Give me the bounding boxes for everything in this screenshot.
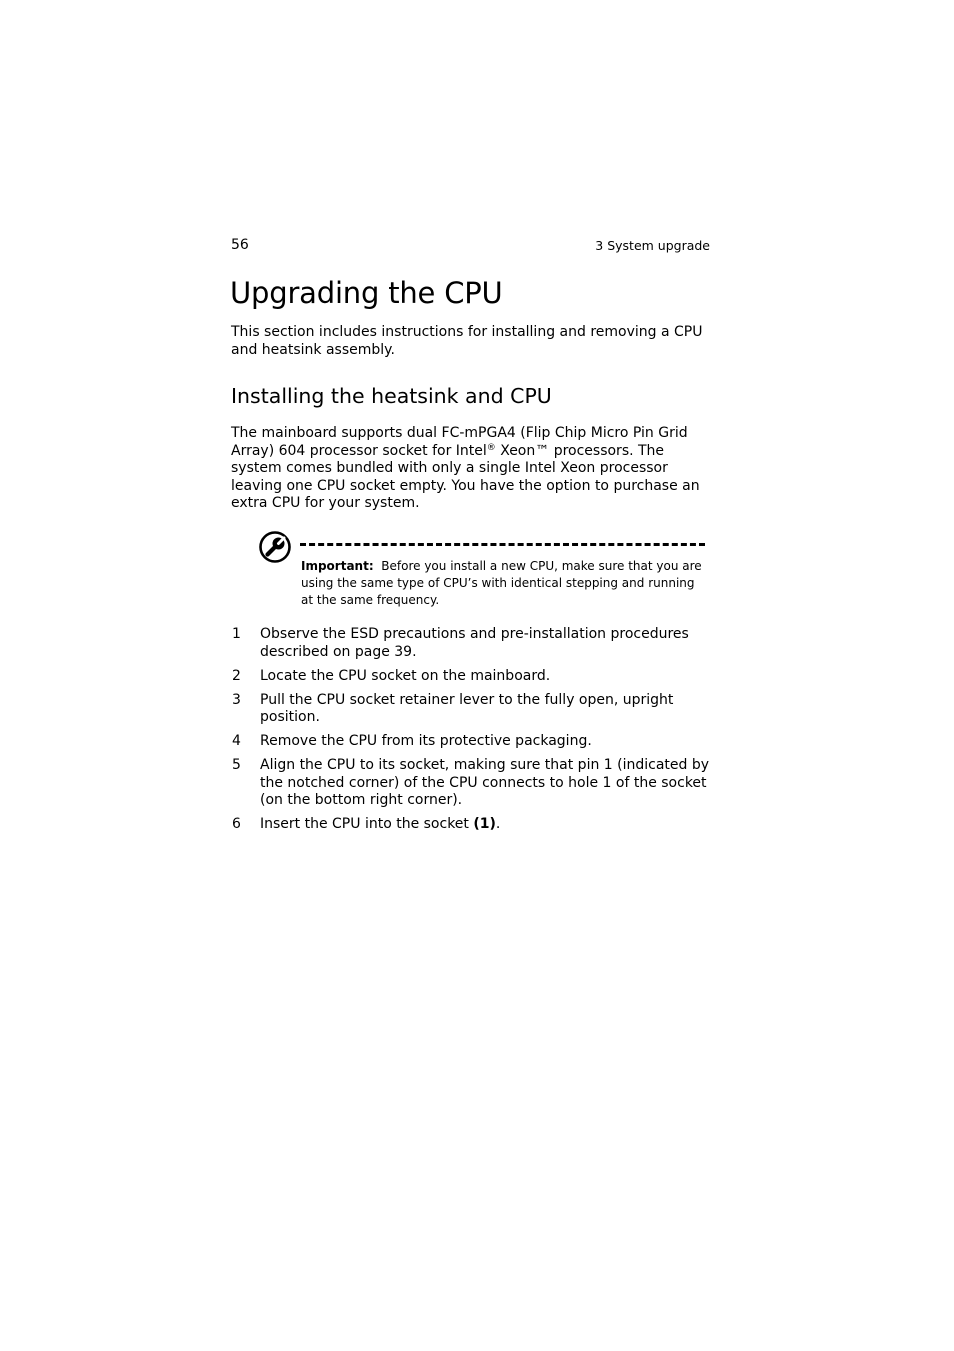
- step-number: 1: [232, 626, 241, 642]
- body-text-part-2: Xeon™ processors. The system comes bundled with only a single Intel Xeon processor leaving one CPU socket empty. You have the option to purchase an extra CPU for your system.: [231, 442, 700, 511]
- step-text: Remove the CPU from its protective packaging.: [260, 733, 592, 749]
- page-title: Upgrading the CPU: [230, 276, 503, 310]
- step-text: Observe the ESD precautions and pre-installation procedures described on page 39.: [260, 626, 689, 660]
- note-body: Before you install a new CPU, make sure that you are using the same type of CPU’s with identical stepping and running at the same frequency.: [301, 559, 702, 607]
- step-item: [231, 668, 711, 686]
- note-label: Important:: [301, 559, 374, 573]
- step-item: [231, 816, 711, 834]
- steps-list: [231, 626, 711, 840]
- step-text: Insert the CPU into the socket: [260, 816, 474, 832]
- step-callout: (1): [473, 816, 496, 832]
- body-text-part-1: The mainboard supports dual FC-mPGA4 (Flip Chip Micro Pin Grid Array) 604 processor socket for Intel: [231, 425, 688, 459]
- step-text: Align the CPU to its socket, making sure that pin 1 (indicated by the notched corner) of the CPU connects to hole 1 of the socket (on the bottom right corner).: [260, 757, 710, 808]
- note-divider: [300, 543, 705, 546]
- step-item: [231, 692, 711, 727]
- registered-mark: ®: [486, 442, 496, 453]
- wrench-icon: [259, 531, 291, 563]
- step-text: Pull the CPU socket retainer lever to the fully open, upright position.: [260, 691, 674, 725]
- step-item: [231, 626, 711, 661]
- step-number: 2: [232, 667, 241, 684]
- section-heading: Installing the heatsink and CPU: [231, 384, 552, 408]
- step-number: 6: [232, 816, 241, 832]
- intro-paragraph: This section includes instructions for installing and removing a CPU and heatsink assembly.: [231, 324, 703, 358]
- step-item: [231, 733, 711, 751]
- step-text-end: .: [495, 816, 501, 832]
- important-note: [301, 558, 706, 609]
- body-paragraph: [231, 425, 711, 513]
- step-text: Locate the CPU socket on the mainboard.: [260, 667, 551, 684]
- running-header: 3 System upgrade: [595, 238, 710, 253]
- step-item: [231, 757, 711, 810]
- step-number: 3: [232, 691, 241, 708]
- step-number: 4: [232, 733, 241, 749]
- step-number: 5: [232, 757, 241, 773]
- page-number: 56: [231, 237, 249, 253]
